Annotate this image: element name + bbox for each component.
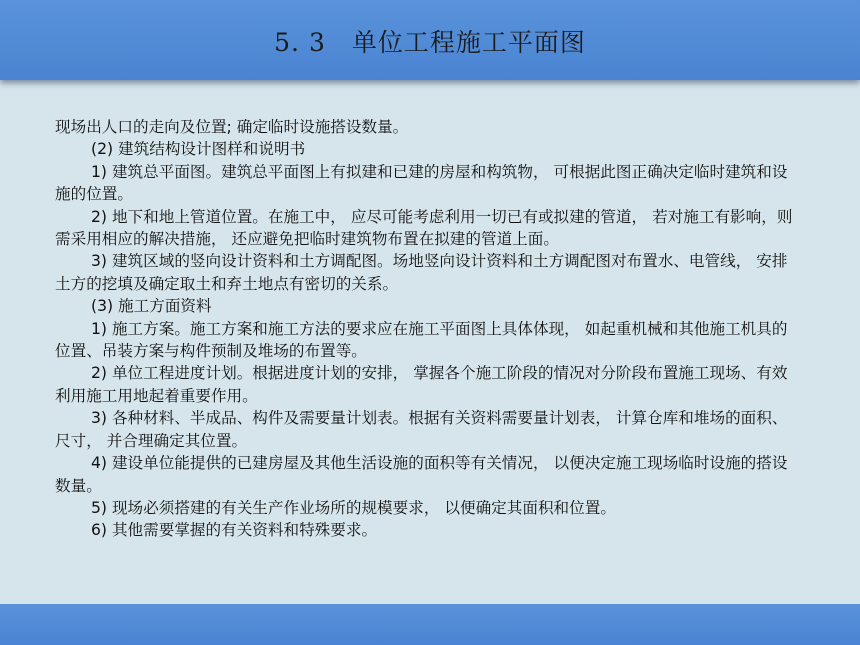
paragraph: 1) 施工方案。施工方案和施工方法的要求应在施工平面图上具体体现， 如起重机械和其他施工机具的位置、吊装方案与构件预制及堆场的布置等。: [55, 319, 788, 361]
paragraph: 2) 地下和地上管道位置。在施工中， 应尽可能考虑利用一切已有或拟建的管道， 若对施工有影响，则需采用相应的解决措施， 还应避免把临时建筑物布置在拟建的管道上面。: [55, 207, 793, 249]
footer-bar: [0, 604, 860, 645]
paragraph: (3) 施工方面资料: [91, 297, 212, 316]
paragraph: 2) 单位工程进度计划。根据进度计划的安排， 掌握各个施工阶段的情况对分阶段布置施工现场、有效利用施工用地起着重要作用。: [55, 364, 788, 405]
paragraph: 3) 建筑区域的竖向设计资料和土方调配图。场地竖向设计资料和土方调配图对布置水、电管线， 安排土方的挖填及确定取土和弃土地点有密切的关系。: [55, 252, 788, 293]
paragraph: 1) 建筑总平面图。建筑总平面图上有拟建和已建的房屋和构筑物， 可根据此图正确决定临时建筑和设施的位置。: [55, 162, 788, 204]
paragraph: 3) 各种材料、半成品、构件及需要量计划表。根据有关资料需要量计划表， 计算仓库和堆场的面积、尺寸， 并合理确定其位置。: [55, 409, 788, 450]
paragraph: 现场出人口的走向及位置; 确定临时设施搭设数量。: [55, 118, 409, 136]
header-bar: [0, 0, 860, 80]
slide-title: 5. 3 单位工程施工平面图: [274, 28, 586, 57]
paragraph: (2) 建筑结构设计图样和说明书: [91, 140, 306, 159]
body-text: [55, 116, 800, 542]
paragraph: 4) 建设单位能提供的已建房屋及其他生活设施的面积等有关情况， 以便决定施工现场临时设施的搭设数量。: [55, 454, 788, 495]
paragraph: 5) 现场必须搭建的有关生产作业场所的规模要求， 以便确定其面积和位置。: [91, 498, 616, 517]
paragraph: 6) 其他需要掌握的有关资料和特殊要求。: [91, 521, 378, 540]
